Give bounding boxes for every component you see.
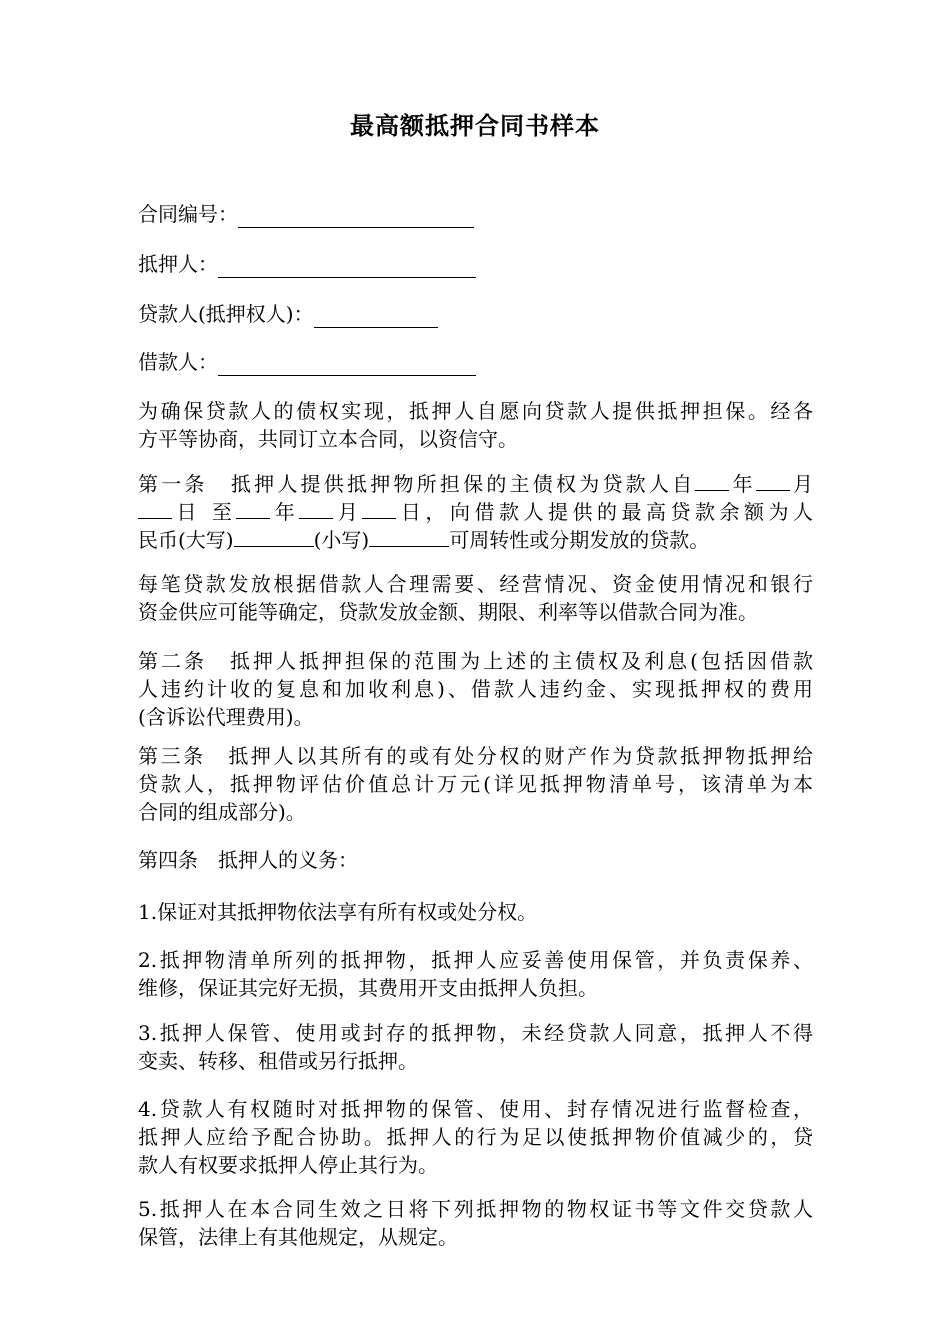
article-1-text: 可周转性或分期发放的贷款。 (449, 528, 710, 552)
loan-line: 资金供应可能等确定，贷款发放金额、期限、利率等以借款合同为准。 (138, 600, 758, 624)
year-blank (236, 498, 270, 519)
mortgagor-blank (218, 255, 476, 278)
article-1-line (138, 526, 813, 554)
amount-upper-blank (234, 526, 314, 547)
article-1-text: 第一条 抵押人提供抵押物所担保的主债权为贷款人自 (138, 472, 696, 496)
intro-line: 为确保贷款人的债权实现，抵押人自愿向贷款人提供抵押担保。经各 (138, 399, 813, 423)
item-line: 3.抵押人保管、使用或封存的抵押物，未经贷款人同意，抵押人不得 (138, 1021, 813, 1045)
borrower-label: 借款人： (138, 350, 218, 374)
article-2-line: 人违约计收的复息和加收利息)、借款人违约金、实现抵押权的费用 (138, 677, 813, 701)
article-1-line (138, 498, 813, 526)
article-2-line: (含诉讼代理费用)。 (138, 705, 314, 729)
item-line: 1.保证对其抵押物依法享有所有权或处分权。 (138, 900, 538, 924)
day-blank (138, 498, 172, 519)
month-blank (299, 498, 333, 519)
document-title: 最高额抵押合同书样本 (350, 111, 600, 140)
loan-line: 每笔贷款发放根据借款人合理需要、经营情况、资金使用情况和银行 (138, 572, 813, 596)
item-line: 抵押人应给予配合协助。抵押人的行为足以使抵押物价值减少的，贷 (138, 1125, 813, 1149)
contract-number-field (138, 200, 474, 228)
article-1 (138, 470, 813, 554)
item-line: 款人有权要求抵押人停止其行为。 (138, 1153, 438, 1177)
article-4-item-2 (138, 946, 813, 1002)
item-line: 5.抵押人在本合同生效之日将下列抵押物的物权证书等文件交贷款人 (138, 1197, 813, 1221)
year-label: 年 (270, 500, 300, 524)
article-4-item-1 (138, 898, 813, 926)
article-1-line (138, 470, 813, 498)
day-blank (362, 498, 396, 519)
borrower-field (138, 348, 476, 376)
contract-number-label: 合同编号： (138, 202, 238, 226)
month-blank (756, 470, 790, 491)
article-4-item-3 (138, 1019, 813, 1075)
loan-paragraph (138, 570, 813, 626)
article-2 (138, 647, 813, 731)
item-line: 2.抵押物清单所列的抵押物，抵押人应妥善使用保管，并负责保养、 (138, 948, 813, 972)
article-4-heading (138, 846, 813, 874)
intro-paragraph (138, 397, 813, 453)
lender-blank (314, 305, 438, 328)
contract-number-blank (238, 205, 474, 228)
article-3 (138, 742, 813, 826)
year-label: 年 (729, 472, 756, 496)
article-4-heading-text: 第四条 抵押人的义务： (138, 848, 358, 872)
amount-upper-label: 民币(大写) (138, 528, 234, 552)
article-2-line: 第二条 抵押人抵押担保的范围为上述的主债权及利息(包括因借款 (138, 649, 813, 673)
item-line: 变卖、转移、租借或另行抵押。 (138, 1049, 418, 1073)
intro-line: 方平等协商，共同订立本合同，以资信守。 (138, 427, 518, 451)
amount-lower-blank (369, 526, 449, 547)
item-line: 保管，法律上有其他规定，从规定。 (138, 1225, 458, 1249)
article-4-item-4 (138, 1095, 813, 1179)
amount-lower-label: (小写) (313, 528, 370, 552)
item-line: 4.贷款人有权随时对抵押物的保管、使用、封存情况进行监督检查， (138, 1097, 813, 1121)
month-label: 月 (789, 472, 814, 496)
day-to-label: 日 至 (172, 500, 237, 524)
article-4-item-5 (138, 1195, 813, 1251)
year-blank (695, 470, 729, 491)
lender-label: 贷款人(抵押权人)： (138, 302, 314, 326)
mortgagor-field (138, 250, 476, 278)
lender-field (138, 300, 438, 328)
item-line: 维修，保证其完好无损，其费用开支由抵押人负担。 (138, 976, 598, 1000)
article-3-line: 贷款人，抵押物评估价值总计万元(详见抵押物清单号，该清单为本 (138, 772, 813, 796)
month-label: 月 (333, 500, 363, 524)
article-3-line: 第三条 抵押人以其所有的或有处分权的财产作为贷款抵押物抵押给 (138, 744, 813, 768)
article-1-text: 日，向借款人提供的最高贷款余额为人 (396, 500, 814, 524)
mortgagor-label: 抵押人： (138, 252, 218, 276)
borrower-blank (218, 353, 476, 376)
article-3-line: 合同的组成部分)。 (138, 800, 306, 824)
